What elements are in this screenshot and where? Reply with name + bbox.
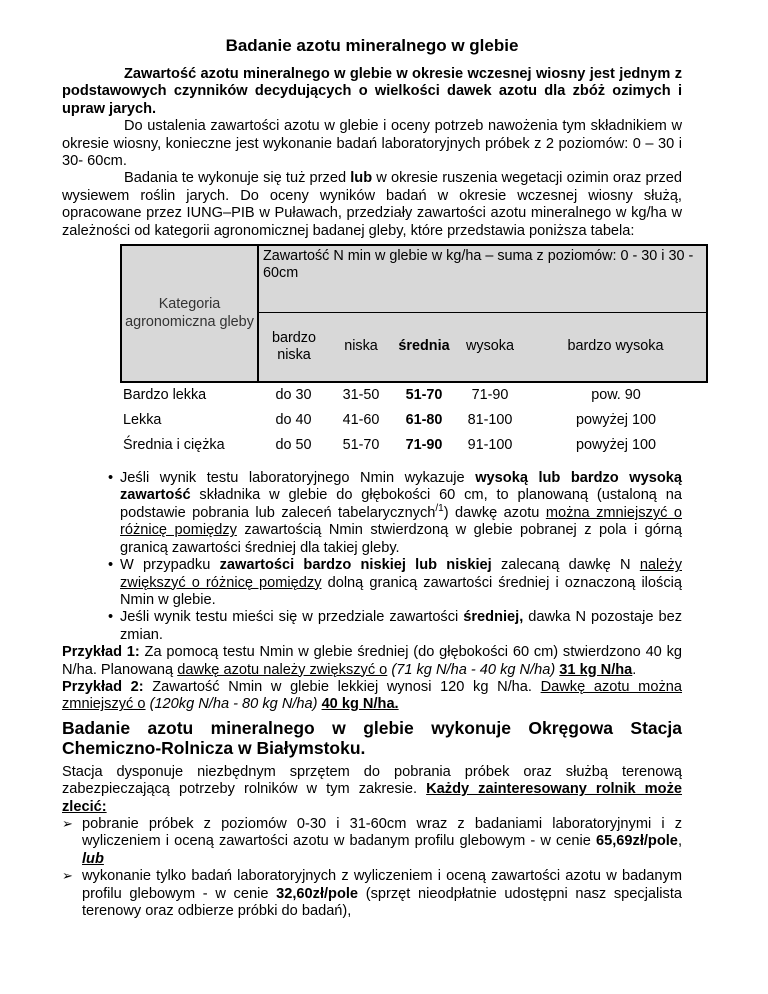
category-cell: Lekka: [123, 411, 162, 428]
example-1: Przykład 1: Za pomocą testu Nmin w glebie średniej (do głębokości 60 cm) stwierdzono 40 kg N/ha. Planowaną dawkę azotu należy zwiększyć o (71 kg N/ha - 40 kg N/ha) 31 kg N/ha.: [62, 644, 682, 678]
intro-paragraph-2: Do ustalenia zawartości azotu w glebie i oceny potrzeb nawożenia tym składnikiem w okresie wiosny, konieczne jest wykonanie badań laboratoryjnych próbek z 2 poziomów: 0 – 30 i 30- 60cm.: [62, 118, 682, 170]
value-cell: 51-70: [405, 386, 443, 403]
level-header: wysoka: [455, 313, 525, 382]
nmin-main-header: Zawartość N min w glebie w kg/ha – suma z poziomów: 0 - 30 i 30 - 60cm: [258, 245, 707, 313]
level-header: niska: [329, 313, 393, 382]
example-2: Przykład 2: Zawartość Nmin w glebie lekkiej wynosi 120 kg N/ha. Dawkę azotu można zmniejszyć o (120kg N/ha - 80 kg N/ha) 40 kg N/ha.: [62, 678, 682, 713]
table-row: [121, 408, 707, 433]
section-heading: Badanie azotu mineralnego w glebie wykonuje Okręgowa Stacja Chemiczno-Rolnicza w Białymstoku.: [62, 717, 682, 758]
station-paragraph: Stacja dysponuje niezbędnym sprzętem do pobrania próbek oraz służbą terenową zabezpieczającą potrzeby rolników w tym zakresie. Każdy zainteresowany rolnik może zlecić:: [62, 763, 682, 815]
page-title: Badanie azotu mineralnego w glebie: [225, 36, 519, 55]
value-cell: do 40: [275, 411, 312, 428]
value-cell: 71-90: [405, 436, 443, 453]
value-cell: 91-100: [467, 436, 513, 453]
level-header: średnia: [393, 313, 455, 382]
value-cell: 71-90: [471, 386, 509, 403]
value-cell: do 30: [275, 386, 312, 403]
rules-list: [62, 470, 682, 644]
intro-paragraph-1: Zawartość azotu mineralnego w glebie w okresie wczesnej wiosny jest jednym z podstawowych czynników decydujących o wielkości dawek azotu dla zbóż ozimych i upraw jarych.: [62, 66, 682, 117]
category-header: Kategoria agronomiczna gleby: [121, 245, 258, 382]
value-cell: 41-60: [342, 411, 380, 428]
rule-medium-content: • Jeśli wynik testu mieści się w przedziale zawartości średniej, dawka N pozostaje bez zmian.: [120, 609, 682, 644]
level-header: bardzo niska: [258, 313, 329, 382]
value-cell: 61-80: [405, 411, 443, 428]
rule-low-content: • W przypadku zawartości bardzo niskiej lub niskiej zalecaną dawkę N należy zwiększyć o różnicę pomiędzy dolną granicą zawartości średniej i oznaczoną ilością Nmin w glebie.: [120, 557, 682, 609]
order-options-list: [62, 816, 682, 920]
value-cell: powyżej 100: [576, 436, 656, 453]
table-row: [121, 382, 707, 408]
value-cell: 81-100: [467, 411, 513, 428]
table-row: [121, 433, 707, 458]
value-cell: 31-50: [342, 386, 380, 403]
category-cell: Bardzo lekka: [123, 386, 207, 403]
value-cell: do 50: [275, 436, 312, 453]
value-cell: 51-70: [342, 436, 380, 453]
value-cell: pow. 90: [591, 386, 641, 403]
option-sampling-and-analysis: ➢ pobranie próbek z poziomów 0-30 i 31-60cm wraz z badaniami laboratoryjnymi i z wyliczeniem i oceną zawartości azotu w badanym profilu glebowym - w cenie 65,69zł/pole, lub: [82, 816, 682, 868]
value-cell: powyżej 100: [576, 411, 656, 428]
level-header: bardzo wysoka: [525, 313, 707, 382]
nmin-table: [120, 244, 708, 458]
rule-high-content: • Jeśli wynik testu laboratoryjnego Nmin wykazuje wysoką lub bardzo wysoką zawartość składnika w glebie do głębokości 60 cm, to planowaną (ustaloną na podstawie pobrania lub zaleceń tabelarycznych$^{/1}$) dawkę azotu można zmniejszyć o różnicę pomiędzy zawartością Nmin stwierdzoną w glebie pobranej z pola i górną granicą zawartości średniej dla takiej gleby.: [120, 470, 682, 557]
intro-paragraph-3: Badania te wykonuje się tuż przed lub w okresie ruszenia wegetacji ozimin oraz przed wysiewem roślin jarych. Do oceny wyników badań w okresie wczesnej wiosny służą, opracowane przez IUNG–PIB w Puławach, przedziały zawartości azotu mineralnego w kg/ha w zależności od kategorii agronomicznej badanej gleby, które przedstawia poniższa tabela:: [62, 170, 682, 239]
category-cell: Średnia i ciężka: [123, 436, 225, 453]
option-analysis-only: ➢ wykonanie tylko badań laboratoryjnych z wyliczeniem i oceną zawartości azotu w badanym profilu glebowym - w cenie 32,60zł/pole (sprzęt nieodpłatnie udostępni nasz specjalista terenowy oraz odbierze próbki do badań),: [82, 868, 682, 920]
